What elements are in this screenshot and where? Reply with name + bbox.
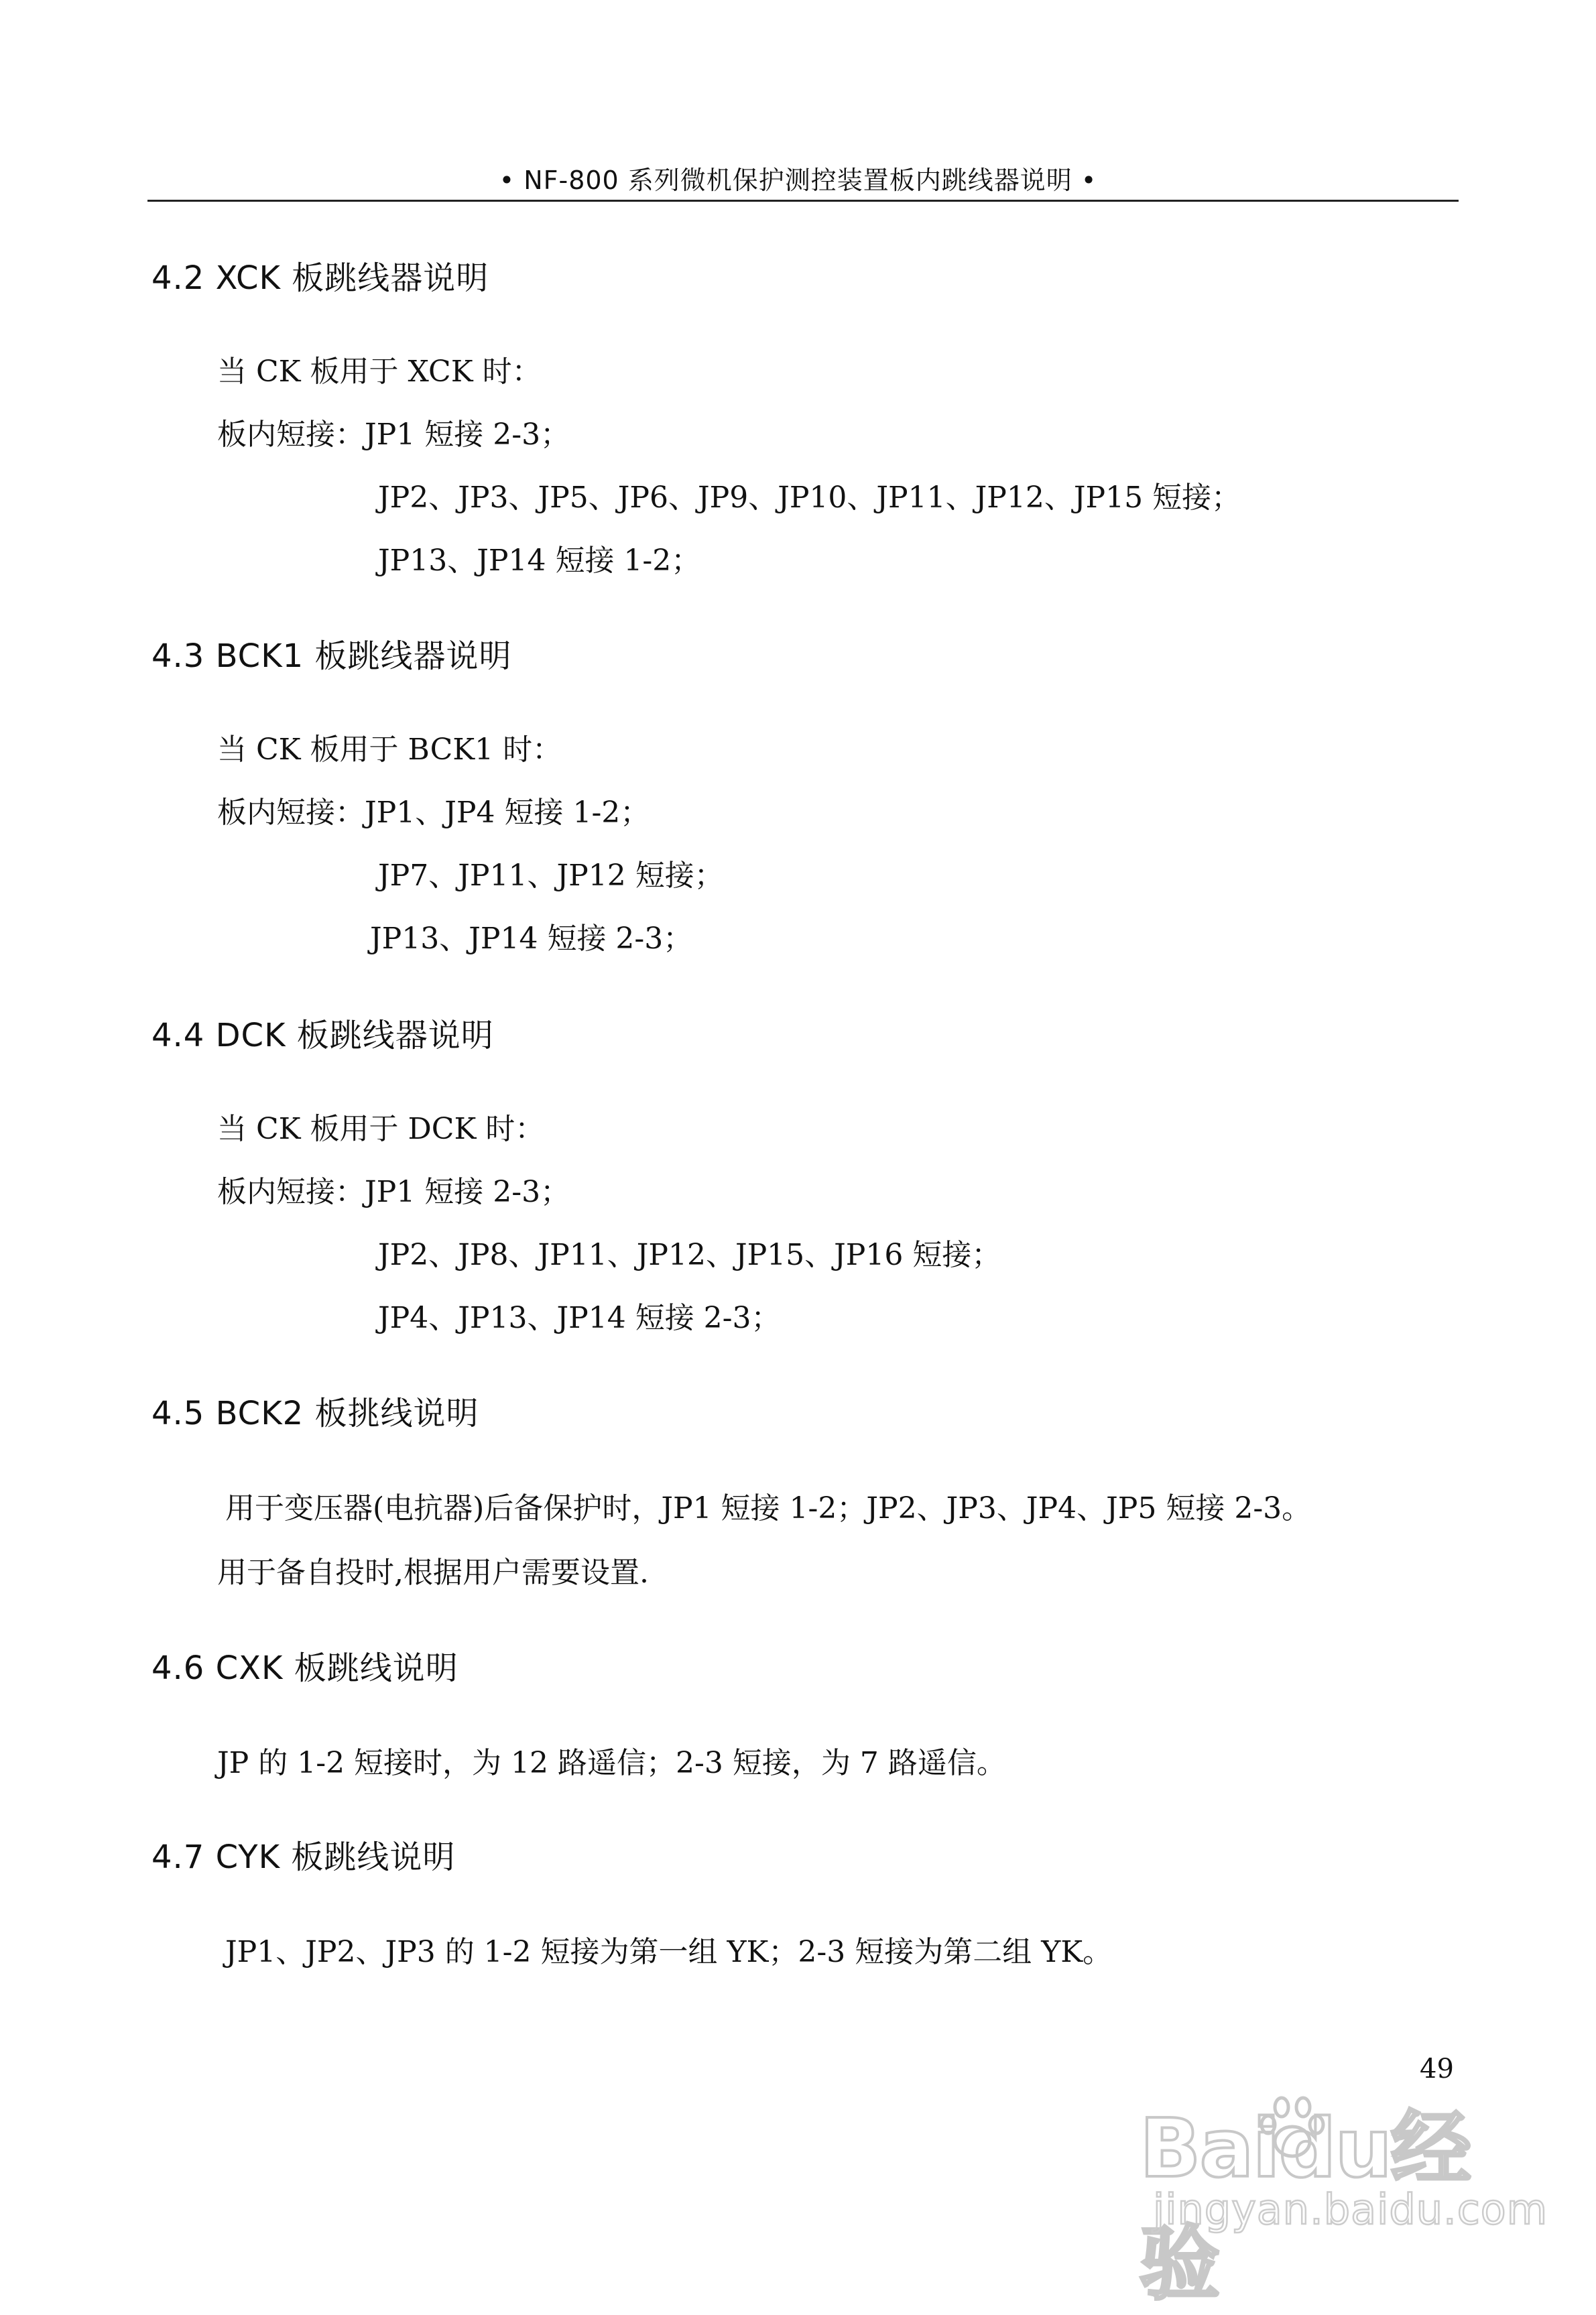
section-4-6-line-1: JP 的 1-2 短接时，为 12 路遥信；2-3 短接，为 7 路遥信。 — [217, 1746, 1006, 1780]
section-heading-4-6: 4.6 CXK 板跳线说明 — [151, 1649, 458, 1687]
watermark-brand: Baidu经验 — [1140, 2103, 1470, 2311]
section-4-3-line-1: 当 CK 板用于 BCK1 时： — [217, 733, 562, 767]
section-4-2-line-4: JP13、JP14 短接 1-2； — [378, 544, 701, 578]
section-4-2-line-2: 板内短接：JP1 短接 2-3； — [217, 418, 570, 452]
section-heading-4-5: 4.5 BCK2 板挑线说明 — [151, 1395, 479, 1432]
section-4-3-line-2: 板内短接：JP1、JP4 短接 1-2； — [217, 796, 650, 830]
section-heading-4-2: 4.2 XCK 板跳线器说明 — [151, 259, 489, 297]
section-4-4-line-3: JP2、JP8、JP11、JP12、JP15、JP16 短接； — [378, 1238, 1001, 1272]
header-divider — [147, 200, 1459, 202]
running-header: • NF-800 系列微机保护测控装置板内跳线器说明 • — [499, 166, 1097, 195]
section-heading-4-4: 4.4 DCK 板跳线器说明 — [151, 1017, 494, 1054]
section-4-4-line-2: 板内短接：JP1 短接 2-3； — [217, 1175, 570, 1209]
paw-icon — [1252, 2091, 1333, 2165]
baidu-jingyan-watermark — [1140, 2084, 1548, 2311]
section-heading-4-7: 4.7 CYK 板跳线说明 — [151, 1838, 456, 1876]
section-4-5-line-2: 用于备自投时,根据用户需要设置. — [217, 1556, 649, 1590]
section-4-2-line-1: 当 CK 板用于 XCK 时： — [217, 355, 542, 389]
section-4-2-line-3: JP2、JP3、JP5、JP6、JP9、JP10、JP11、JP12、JP15 短接； — [378, 481, 1241, 515]
section-4-4-line-4: JP4、JP13、JP14 短接 2-3； — [378, 1301, 781, 1335]
section-4-7-line-1: JP1、JP2、JP3 的 1-2 短接为第一组 YK；2-3 短接为第二组 YK。 — [225, 1935, 1113, 1969]
section-4-3-line-4: JP13、JP14 短接 2-3； — [370, 922, 693, 956]
watermark-site: jingyan.baidu.com — [1153, 2185, 1548, 2234]
section-4-4-line-1: 当 CK 板用于 DCK 时： — [217, 1112, 545, 1146]
page-number: 49 — [1420, 2054, 1454, 2084]
section-4-3-line-3: JP7、JP11、JP12 短接； — [378, 859, 724, 893]
section-heading-4-3: 4.3 BCK1 板跳线器说明 — [151, 637, 512, 675]
section-4-5-line-1: 用于变压器(电抗器)后备保护时，JP1 短接 1-2；JP2、JP3、JP4、JP5 短接 2-3。 — [225, 1491, 1312, 1525]
